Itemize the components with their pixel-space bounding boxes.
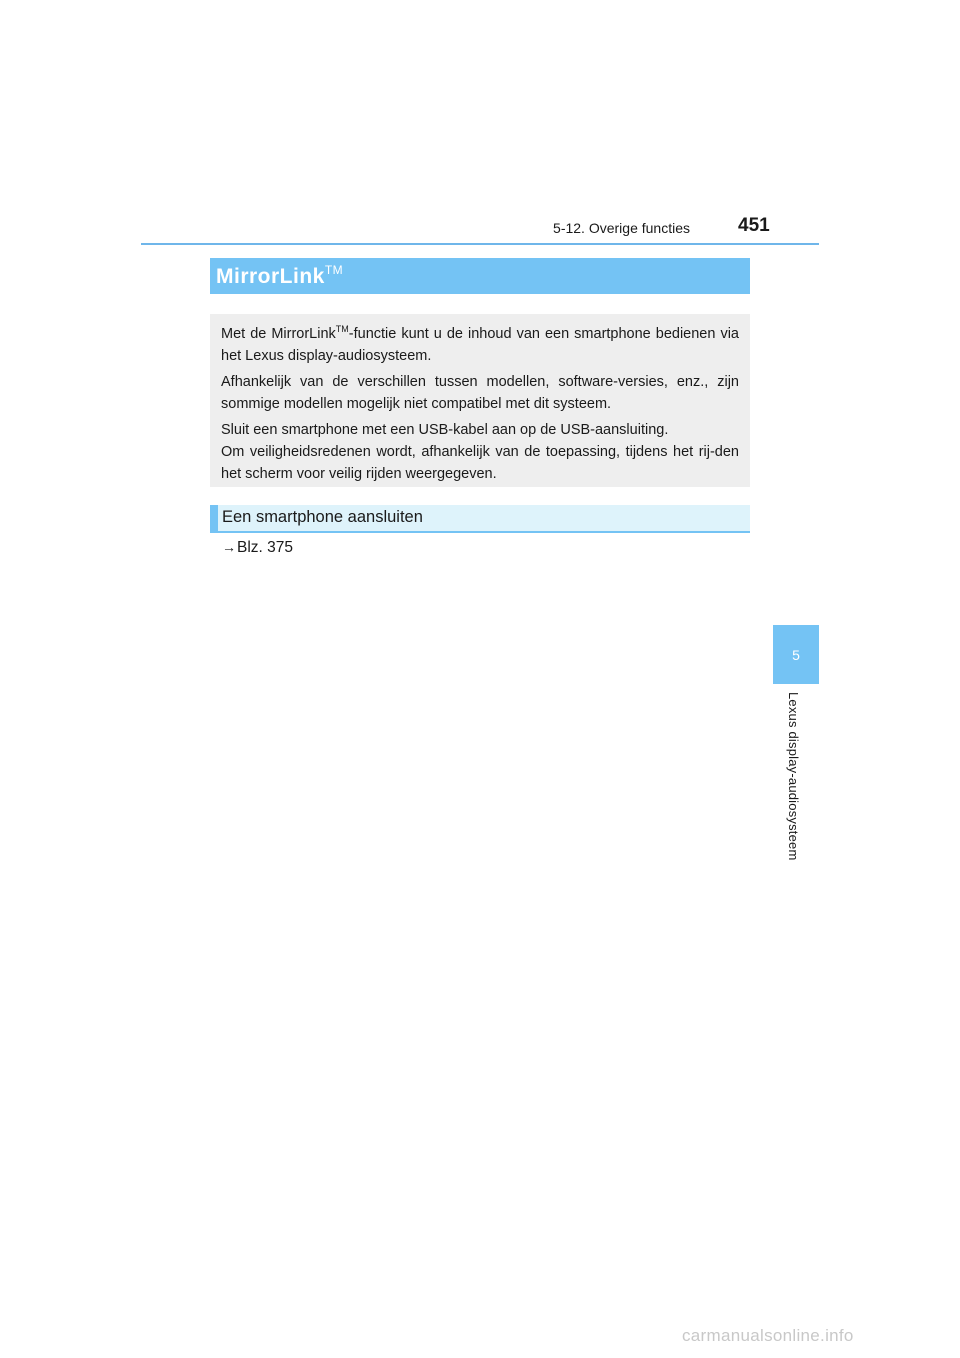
intro-paragraph-2: Afhankelijk van de verschillen tussen modellen, software-versies, enz., zijn sommige modellen mogelijk niet compatibel met dit systeem.: [221, 374, 739, 412]
subsection-title: Een smartphone aansluiten: [222, 508, 423, 526]
intro-box: [210, 314, 750, 487]
subsection-header: [210, 505, 750, 533]
chapter-number: 5: [792, 646, 800, 663]
section-title: [216, 263, 343, 289]
chapter-label: Lexus display-audiosysteem: [786, 692, 801, 861]
intro-trademark-mark: TM: [335, 324, 349, 334]
section-title-text: MirrorLink: [216, 265, 325, 288]
page-number: 451: [738, 215, 770, 236]
intro-paragraph-4: Om veiligheidsredenen wordt, afhankelijk van de toepassing, tijdens het rij-den het scherm voor veilig rijden weergegeven.: [221, 444, 739, 482]
running-header-section: 5-12. Overige functies: [553, 220, 690, 236]
intro-p1-end: -functie kunt u de inhoud van een smartphone bedienen via het Lexus display-audiosysteem.: [221, 326, 739, 364]
page-reference[interactable]: [222, 539, 293, 557]
chapter-tab: [773, 625, 819, 684]
intro-paragraph-3: Sluit een smartphone met een USB-kabel aan op de USB-aansluiting.: [221, 422, 669, 438]
watermark: carmanualsonline.info: [682, 1326, 854, 1345]
arrow-right-icon: →: [222, 539, 236, 555]
intro-p1-start: Met de MirrorLink: [221, 326, 336, 342]
intro-paragraph-1: [221, 318, 739, 367]
page-reference-text: Blz. 375: [237, 539, 294, 556]
trademark-mark: TM: [324, 263, 344, 277]
header-divider: [141, 243, 819, 245]
section-title-bar: [210, 258, 750, 294]
